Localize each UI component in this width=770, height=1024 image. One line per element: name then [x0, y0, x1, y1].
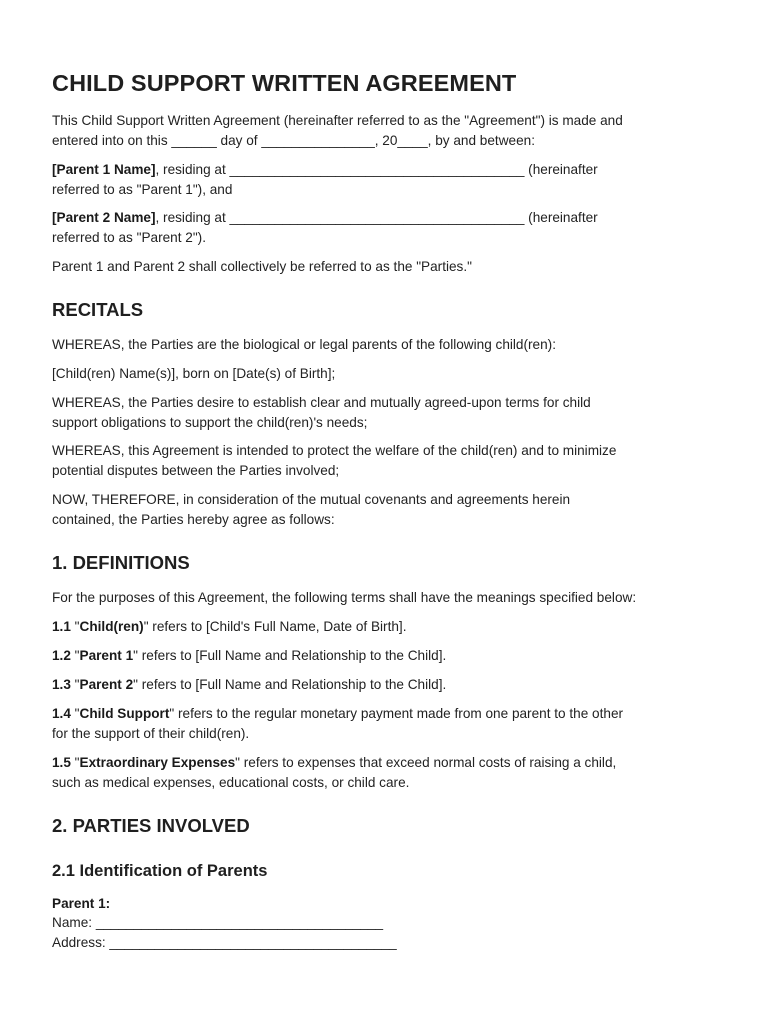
definition-1-4-line-2: for the support of their child(ren). — [52, 726, 250, 741]
recital-1: WHEREAS, the Parties are the biological or legal parents of the following child(ren): — [52, 337, 556, 352]
recital-3-line-1: WHEREAS, the Parties desire to establish clear and mutually agreed-upon terms for child — [52, 395, 591, 410]
definition-1-1 — [52, 617, 406, 637]
definition-1-2 — [52, 646, 446, 666]
definition-1-5-line-2: such as medical expenses, educational costs, or child care. — [52, 775, 410, 790]
definition-quote: " — [70, 677, 80, 692]
recital-3-line-2: support obligations to support the child(ren)'s needs; — [52, 415, 368, 430]
parent-2-line-2: referred to as "Parent 2"). — [52, 230, 206, 245]
parent-2-line-1 — [52, 208, 598, 228]
definition-number: 1.5 — [52, 755, 71, 770]
address-field-line: Address: ______________________________________ — [52, 935, 397, 950]
definitions-heading: 1. DEFINITIONS — [52, 552, 190, 573]
definition-number: 1.2 — [52, 648, 71, 663]
definition-quote: " — [70, 706, 80, 721]
intro-line-2: entered into on this ______ day of _______________, 20____, by and between: — [52, 133, 535, 148]
recital-5-line-1: NOW, THEREFORE, in consideration of the mutual covenants and agreements herein — [52, 492, 571, 507]
parent-2-name-placeholder: [Parent 2 Name] — [52, 210, 156, 225]
definition-term: Extraordinary Expenses — [79, 755, 236, 770]
definition-number: 1.1 — [52, 619, 71, 634]
definitions-intro: For the purposes of this Agreement, the following terms shall have the meanings specified below: — [52, 590, 637, 605]
identification-subheading: 2.1 Identification of Parents — [52, 862, 268, 880]
definition-number: 1.4 — [52, 706, 71, 721]
intro-line-1: This Child Support Written Agreement (hereinafter referred to as the "Agreement") is made and — [52, 113, 623, 128]
definition-1-3 — [52, 675, 446, 695]
definition-term: Parent 2 — [79, 677, 134, 692]
definition-quote: " — [70, 619, 80, 634]
document-title: CHILD SUPPORT WRITTEN AGREEMENT — [52, 70, 517, 96]
parent-1-name-placeholder: [Parent 1 Name] — [52, 162, 156, 177]
definition-quote: " — [70, 755, 80, 770]
recital-5-line-2: contained, the Parties hereby agree as follows: — [52, 512, 335, 527]
parent-1-label — [52, 894, 110, 914]
parent-2-residence: , residing at _______________________________________ (hereinafter — [155, 210, 598, 225]
definition-text: " refers to expenses that exceed normal costs of raising a child, — [235, 755, 617, 770]
definition-quote: " — [70, 648, 80, 663]
recital-4-line-2: potential disputes between the Parties involved; — [52, 463, 340, 478]
recitals-heading: RECITALS — [52, 299, 144, 320]
parent-1-residence: , residing at _______________________________________ (hereinafter — [155, 162, 598, 177]
recital-children: [Child(ren) Name(s)], born on [Date(s) of Birth]; — [52, 366, 336, 381]
definition-text: " refers to [Full Name and Relationship to the Child]. — [133, 648, 447, 663]
definition-term: Parent 1 — [79, 648, 134, 663]
definition-term: Child(ren) — [79, 619, 144, 634]
definition-text: " refers to the regular monetary payment made from one parent to the other — [169, 706, 624, 721]
parent-1-line-1 — [52, 160, 598, 180]
definition-1-5 — [52, 753, 616, 773]
definition-text: " refers to [Child's Full Name, Date of Birth]. — [143, 619, 407, 634]
recital-4-line-1: WHEREAS, this Agreement is intended to protect the welfare of the child(ren) and to minimize — [52, 443, 617, 458]
parties-involved-heading: 2. PARTIES INVOLVED — [52, 815, 250, 836]
name-field-line: Name: ______________________________________ — [52, 915, 384, 930]
definition-1-4 — [52, 704, 623, 724]
definition-text: " refers to [Full Name and Relationship to the Child]. — [133, 677, 447, 692]
definition-number: 1.3 — [52, 677, 71, 692]
parent-1-line-2: referred to as "Parent 1"), and — [52, 182, 233, 197]
parties-statement: Parent 1 and Parent 2 shall collectively be referred to as the "Parties." — [52, 259, 472, 274]
definition-term: Child Support — [79, 706, 170, 721]
parent-1-label-text: Parent 1: — [52, 896, 111, 911]
